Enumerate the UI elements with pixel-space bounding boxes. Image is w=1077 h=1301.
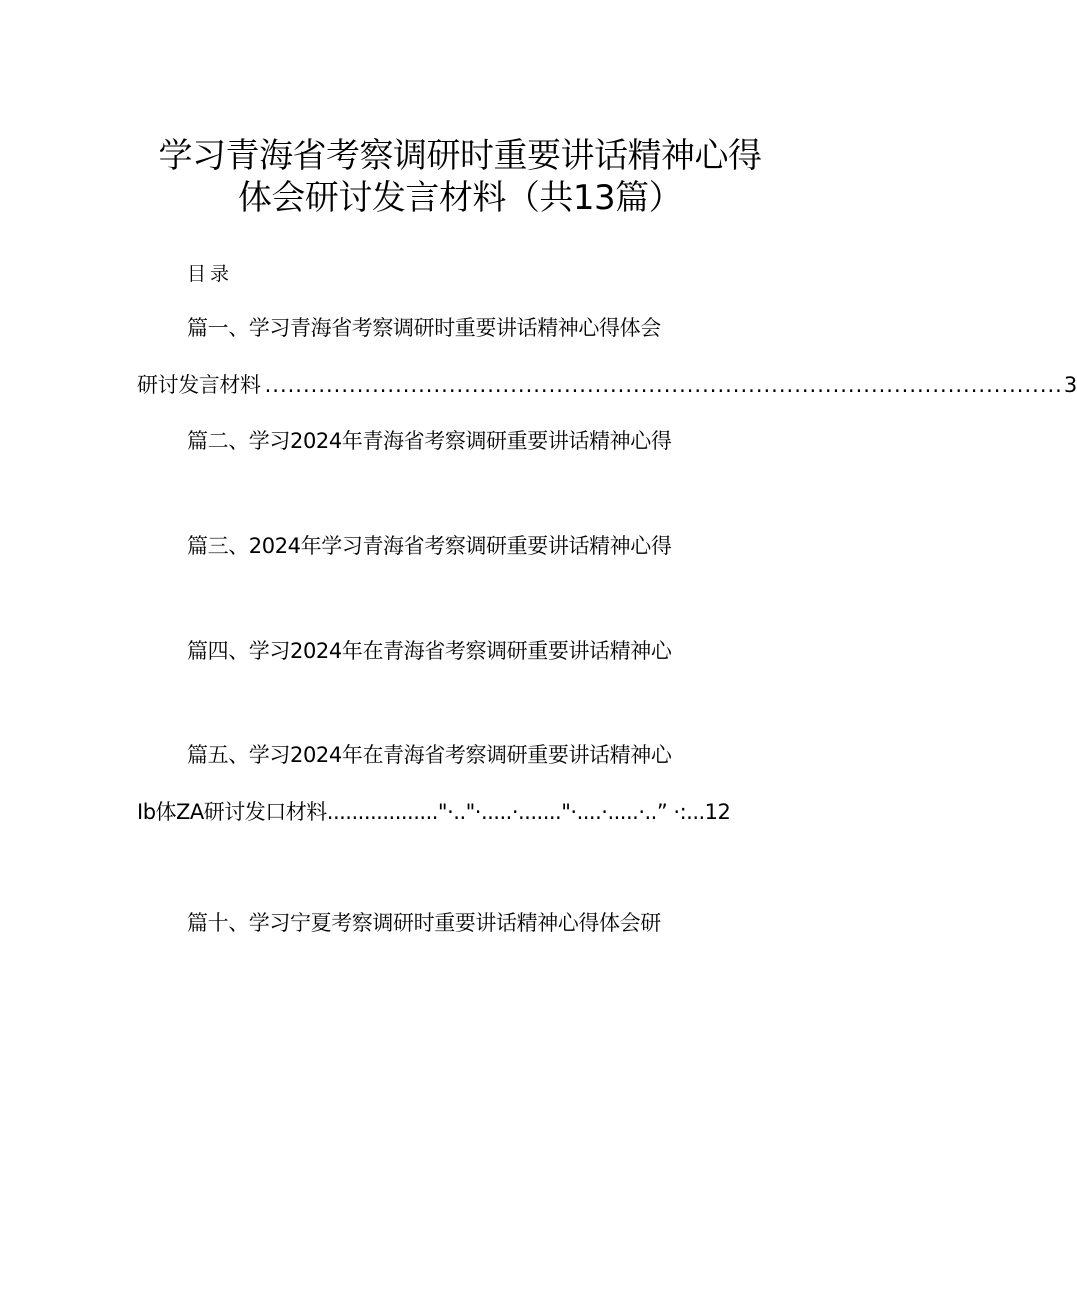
- toc-entry-3-heading[interactable]: 篇三、2024年学习青海省考察调研重要讲话精神心得: [187, 534, 672, 558]
- document-title-line-1: 学习青海省考察调研时重要讲话精神心得: [158, 136, 762, 176]
- document-title-line-2: 体会研讨发言材料（共13篇）: [237, 178, 683, 218]
- toc-entry-4-heading[interactable]: 篇四、学习2024年在青海省考察调研重要讲话精神心: [187, 639, 672, 663]
- toc-entry-1-heading[interactable]: 篇一、学习青海省考察调研时重要讲话精神心得体会: [187, 316, 661, 340]
- toc-entry-2-heading[interactable]: 篇二、学习2024年青海省考察调研重要讲话精神心得: [187, 429, 672, 453]
- toc-entry-1-continuation-text: 研讨发言材料: [137, 373, 261, 397]
- toc-entry-6-heading[interactable]: 篇十、学习宁夏考察调研时重要讲话精神心得体会研: [187, 911, 661, 935]
- toc-entry-1-continuation[interactable]: [137, 372, 1077, 398]
- toc-entry-5-heading[interactable]: 篇五、学习2024年在青海省考察调研重要讲话精神心: [187, 743, 672, 767]
- toc-entry-5-continuation[interactable]: Ib体ZA研讨发口材料.................."·.."·.....·......."·....·.....·..” ·:...12: [137, 800, 731, 824]
- toc-entry-1-page: 3: [1063, 373, 1077, 397]
- toc-entry-1-leader: ........................................................................................................: [264, 373, 1063, 397]
- toc-label: 目录: [187, 263, 234, 285]
